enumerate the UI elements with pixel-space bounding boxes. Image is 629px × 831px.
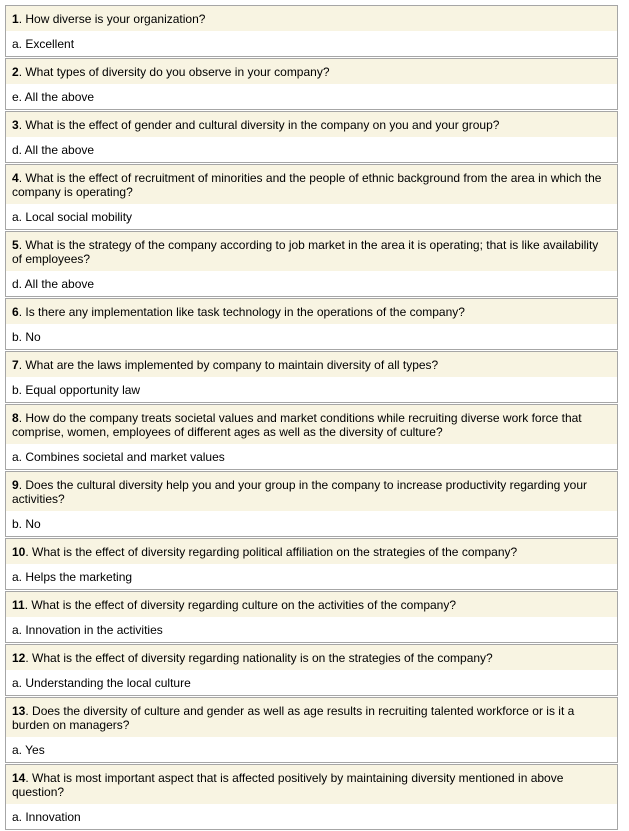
survey-table	[5, 5, 618, 831]
question-text: . Is there any implementation like task technology in the operations of the company?	[18, 305, 465, 319]
question-row	[6, 232, 617, 272]
question-text: . What types of diversity do you observe in your company?	[18, 65, 330, 79]
question-number: 5	[12, 238, 19, 252]
answer-row: a. Excellent	[6, 32, 617, 56]
answer-row: a. Innovation	[6, 805, 617, 829]
question-block-11	[5, 591, 618, 643]
question-block-14	[5, 764, 618, 830]
question-text: . What is the strategy of the company according to job market in the area it is operating; that is like availability of employees?	[12, 238, 599, 266]
question-text: . What is most important aspect that is affected positively by maintaining diversity mentioned in above question?	[12, 771, 564, 799]
question-block-9	[5, 471, 618, 537]
question-number: 7	[12, 358, 19, 372]
question-number: 6	[12, 305, 19, 319]
question-row	[6, 765, 617, 805]
question-block-8	[5, 404, 618, 470]
answer-row: b. No	[6, 325, 617, 349]
answer-row: a. Combines societal and market values	[6, 445, 617, 469]
answer-row: a. Innovation in the activities	[6, 618, 617, 642]
question-number: 10	[12, 545, 26, 559]
question-row	[6, 165, 617, 205]
answer-row: b. No	[6, 512, 617, 536]
question-block-6	[5, 298, 618, 350]
question-number: 4	[12, 171, 19, 185]
answer-row: b. Equal opportunity law	[6, 378, 617, 402]
answer-row: d. All the above	[6, 272, 617, 296]
question-row	[6, 299, 617, 325]
question-block-13	[5, 697, 618, 763]
question-row	[6, 6, 617, 32]
question-number: 14	[12, 771, 26, 785]
question-row	[6, 112, 617, 138]
question-block-3	[5, 111, 618, 163]
question-text: . What is the effect of diversity regarding political affiliation on the strategies of the company?	[25, 545, 518, 559]
question-block-1	[5, 5, 618, 57]
question-row	[6, 539, 617, 565]
answer-row: a. Yes	[6, 738, 617, 762]
question-text: . What is the effect of diversity regarding nationality is on the strategies of the company?	[25, 651, 493, 665]
question-text: . What are the laws implemented by company to maintain diversity of all types?	[18, 358, 439, 372]
question-text: . What is the effect of recruitment of minorities and the people of ethnic background from the area in which the company is operating?	[12, 171, 602, 199]
question-text: . What is the effect of diversity regarding culture on the activities of the company?	[24, 598, 457, 612]
answer-row: a. Local social mobility	[6, 205, 617, 229]
question-block-2	[5, 58, 618, 110]
answer-row: a. Helps the marketing	[6, 565, 617, 589]
question-text: . Does the diversity of culture and gender as well as age results in recruiting talented workforce or is it a burden on managers?	[12, 704, 575, 732]
question-block-7	[5, 351, 618, 403]
answer-row: d. All the above	[6, 138, 617, 162]
question-number: 12	[12, 651, 26, 665]
question-row	[6, 645, 617, 671]
answer-row: e. All the above	[6, 85, 617, 109]
question-text: . How do the company treats societal values and market conditions while recruiting diverse work force that comprise, women, employees of different ages as well as the diversity of culture?	[12, 411, 582, 439]
question-number: 3	[12, 118, 19, 132]
question-number: 9	[12, 478, 19, 492]
question-number: 2	[12, 65, 19, 79]
question-number: 13	[12, 704, 26, 718]
question-text: . How diverse is your organization?	[18, 12, 206, 26]
question-row	[6, 698, 617, 738]
question-row	[6, 592, 617, 618]
question-row	[6, 405, 617, 445]
question-row	[6, 352, 617, 378]
question-text: . What is the effect of gender and cultural diversity in the company on you and your group?	[18, 118, 500, 132]
question-number: 8	[12, 411, 19, 425]
question-block-10	[5, 538, 618, 590]
answer-row: a. Understanding the local culture	[6, 671, 617, 695]
question-block-12	[5, 644, 618, 696]
question-number: 1	[12, 12, 19, 26]
question-row	[6, 59, 617, 85]
question-block-4	[5, 164, 618, 230]
question-block-5	[5, 231, 618, 297]
question-number: 11	[12, 598, 25, 612]
question-row	[6, 472, 617, 512]
question-text: . Does the cultural diversity help you and your group in the company to increase productivity regarding your activities?	[12, 478, 587, 506]
